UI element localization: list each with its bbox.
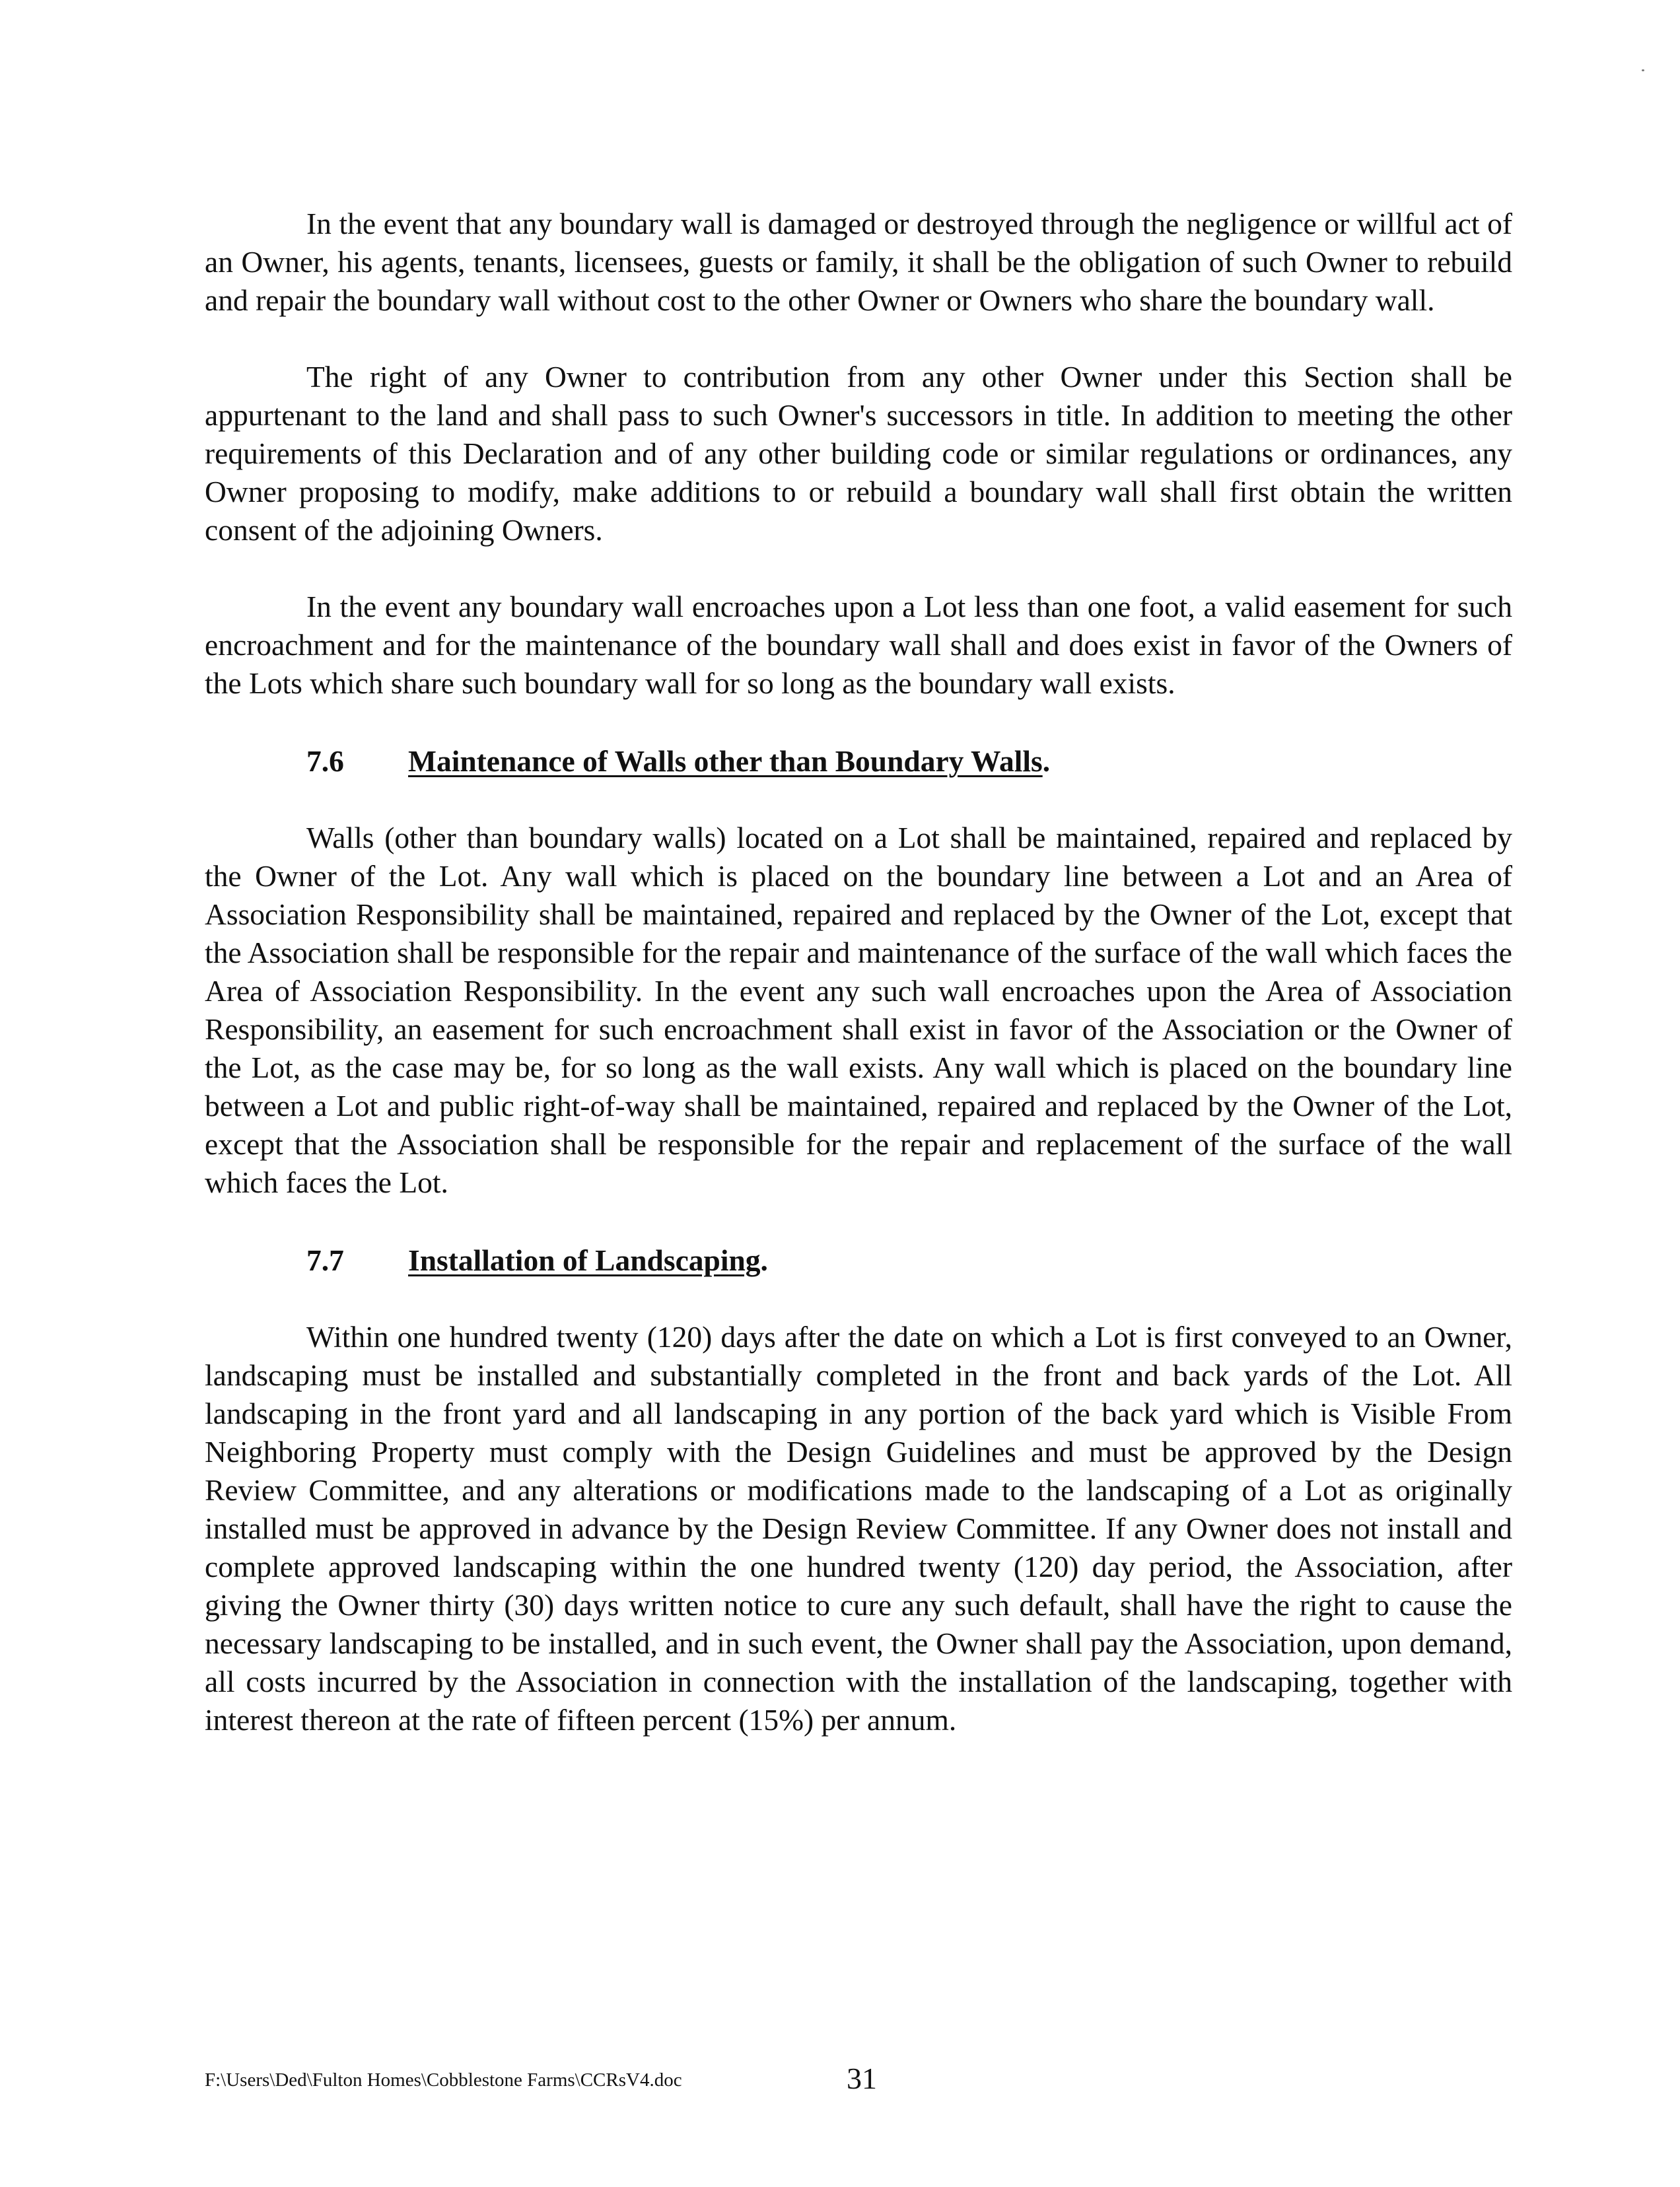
paragraph-encroachment-easement: In the event any boundary wall encroaches upon a Lot less than one foot, a valid easement for such encroachment and for the maintenance of the boundary wall shall and does exist in favor of the Owners of the Lots which share such boundary wall for so long as the boundary wall exists. bbox=[205, 590, 1512, 700]
page-footer bbox=[205, 2060, 1512, 2100]
section-title-punct: . bbox=[1042, 744, 1051, 778]
footer-file-path: F:\Users\Ded\Fulton Homes\Cobblestone Farms\CCRsV4.doc bbox=[205, 2069, 682, 2091]
section-title: Maintenance of Walls other than Boundary Walls bbox=[408, 744, 1043, 778]
section-number: 7.6 bbox=[306, 744, 344, 778]
section-title: Installation of Landscaping bbox=[408, 1243, 761, 1277]
paragraph-landscaping: Within one hundred twenty (120) days after the date on which a Lot is first conveyed to an Owner, landscaping must be installed and substantially completed in the front and back yards of the Lot. All landscaping in the front yard and all landscaping in any portion of the back yard which is Visible From Neighboring Property must comply with the Design Guidelines and must be approved by the Design Review Committee, and any alterations or modifications made to the landscaping of a Lot as originally installed must be approved in advance by the Design Review Committee. If any Owner does not install and complete approved landscaping within the one hundred twenty (120) day period, the Association, after giving the Owner thirty (30) days written notice to cure any such default, shall have the right to cause the necessary landscaping to be installed, and in such event, the Owner shall pay the Association, upon demand, all costs incurred by the Association in connection with the installation of the landscaping, together with interest thereon at the rate of fifteen percent (15%) per annum. bbox=[205, 1320, 1512, 1737]
paragraph-boundary-wall-damage: In the event that any boundary wall is damaged or destroyed through the negligence or willful act of an Owner, his agents, tenants, licensees, guests or family, it shall be the obligation of such Owner to rebuild and repair the boundary wall without cost to the other Owner or Owners who share the boundary wall. bbox=[205, 207, 1512, 317]
section-number: 7.7 bbox=[306, 1243, 344, 1277]
scan-speck bbox=[1642, 69, 1644, 71]
section-heading-7-6 bbox=[205, 742, 1512, 781]
page-content bbox=[205, 205, 1512, 1739]
paragraph-contribution-right: The right of any Owner to contribution from any other Owner under this Section shall be appurtenant to the land and shall pass to such Owner's successors in title. In addition to meeting the other requirements of this Declaration and of any other building code or similar regulations or ordinances, any Owner proposing to modify, make additions to or rebuild a boundary wall shall first obtain the written consent of the adjoining Owners. bbox=[205, 360, 1512, 547]
section-title-punct: . bbox=[760, 1243, 768, 1277]
section-heading-7-7 bbox=[205, 1241, 1512, 1280]
paragraph-walls-maintenance: Walls (other than boundary walls) located on a Lot shall be maintained, repaired and replaced by the Owner of the Lot. Any wall which is placed on the boundary line between a Lot and an Area of Association Responsibility shall be maintained, repaired and replaced by the Owner of the Lot, except that the Association shall be responsible for the repair and maintenance of the surface of the wall which faces the Area of Association Responsibility. In the event any such wall encroaches upon the Area of Association Responsibility, an easement for such encroachment shall exist in favor of the Association or the Owner of the Lot, as the case may be, for so long as the wall exists. Any wall which is placed on the boundary line between a Lot and public right-of-way shall be maintained, repaired and replaced by the Owner of the Lot, except that the Association shall be responsible for the repair and replacement of the surface of the wall which faces the Lot. bbox=[205, 821, 1512, 1199]
page-number: 31 bbox=[847, 2062, 877, 2095]
